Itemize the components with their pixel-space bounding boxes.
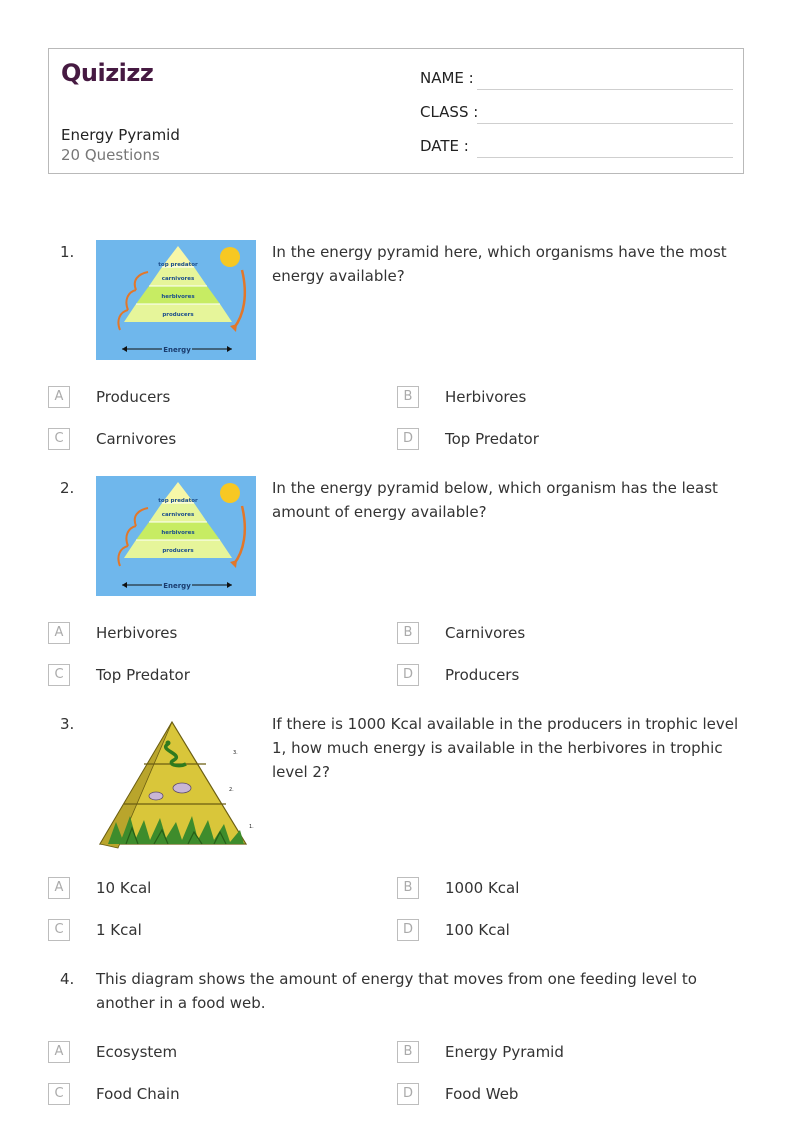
date-field[interactable]: [477, 157, 733, 158]
class-field[interactable]: [477, 123, 733, 124]
option-c-box[interactable]: C: [48, 919, 70, 941]
date-label: DATE :: [420, 137, 469, 155]
option-a-box[interactable]: A: [48, 877, 70, 899]
option-a-box[interactable]: A: [48, 386, 70, 408]
option-a-box[interactable]: A: [48, 622, 70, 644]
quizizz-logo: Quizizz: [61, 59, 154, 87]
question-number: 1.: [60, 243, 75, 261]
name-label: NAME :: [420, 69, 474, 87]
label-producers: producers: [162, 312, 194, 318]
option-c-box[interactable]: C: [48, 428, 70, 450]
trophic-pyramid-image: [96, 712, 256, 852]
option-b-box[interactable]: B: [397, 877, 419, 899]
question-number: 2.: [60, 479, 75, 497]
option-a-text: Herbivores: [96, 624, 178, 642]
class-label: CLASS :: [420, 103, 479, 121]
label-carnivores: carnivores: [161, 276, 195, 282]
question-count: 20 Questions: [61, 146, 160, 164]
question-text: In the energy pyramid below, which organism has the least amount of energy available?: [272, 479, 718, 521]
option-a-box[interactable]: A: [48, 1041, 70, 1063]
option-b-box[interactable]: B: [397, 622, 419, 644]
option-c-text: Carnivores: [96, 430, 177, 448]
label-producers: producers: [162, 548, 194, 554]
option-c-text: Top Predator: [96, 666, 190, 684]
question-number: 4.: [60, 970, 75, 988]
option-d-box[interactable]: D: [397, 428, 419, 450]
name-field[interactable]: [477, 89, 733, 90]
level-1-marker: 1.: [249, 824, 254, 830]
label-energy: Energy: [163, 582, 191, 590]
label-top-predator: top predator: [158, 262, 198, 268]
option-d-text: Top Predator: [445, 430, 539, 448]
option-d-text: Food Web: [445, 1085, 519, 1103]
label-herbivores: herbivores: [161, 294, 195, 300]
label-herbivores: herbivores: [161, 530, 195, 536]
option-d-text: Producers: [445, 666, 520, 684]
option-b-text: Energy Pyramid: [445, 1043, 564, 1061]
question-number: 3.: [60, 715, 75, 733]
worksheet-title: Energy Pyramid: [61, 126, 180, 144]
energy-pyramid-image: [96, 240, 256, 360]
level-3-marker: 3.: [233, 750, 238, 756]
label-energy: Energy: [163, 346, 191, 354]
option-a-text: Producers: [96, 388, 171, 406]
option-d-text: 100 Kcal: [445, 921, 510, 939]
question-text: This diagram shows the amount of energy that moves from one feeding level to another in a food web.: [96, 970, 697, 1012]
option-b-text: Herbivores: [445, 388, 527, 406]
option-d-box[interactable]: D: [397, 919, 419, 941]
option-b-box[interactable]: B: [397, 1041, 419, 1063]
label-top-predator: top predator: [158, 498, 198, 504]
question-text: In the energy pyramid here, which organisms have the most energy available?: [272, 243, 727, 285]
worksheet-header: [48, 48, 744, 174]
option-c-text: Food Chain: [96, 1085, 180, 1103]
energy-pyramid-image: [96, 476, 256, 596]
option-d-box[interactable]: D: [397, 1083, 419, 1105]
question-text: If there is 1000 Kcal available in the producers in trophic level 1, how much energy is available in the herbivores in trophic level 2?: [272, 715, 739, 781]
level-2-marker: 2.: [229, 787, 234, 793]
option-c-box[interactable]: C: [48, 1083, 70, 1105]
option-c-text: 1 Kcal: [96, 921, 142, 939]
option-b-box[interactable]: B: [397, 386, 419, 408]
option-a-text: Ecosystem: [96, 1043, 178, 1061]
option-b-text: Carnivores: [445, 624, 526, 642]
label-carnivores: carnivores: [161, 512, 195, 518]
option-b-text: 1000 Kcal: [445, 879, 520, 897]
option-a-text: 10 Kcal: [96, 879, 152, 897]
option-d-box[interactable]: D: [397, 664, 419, 686]
option-c-box[interactable]: C: [48, 664, 70, 686]
